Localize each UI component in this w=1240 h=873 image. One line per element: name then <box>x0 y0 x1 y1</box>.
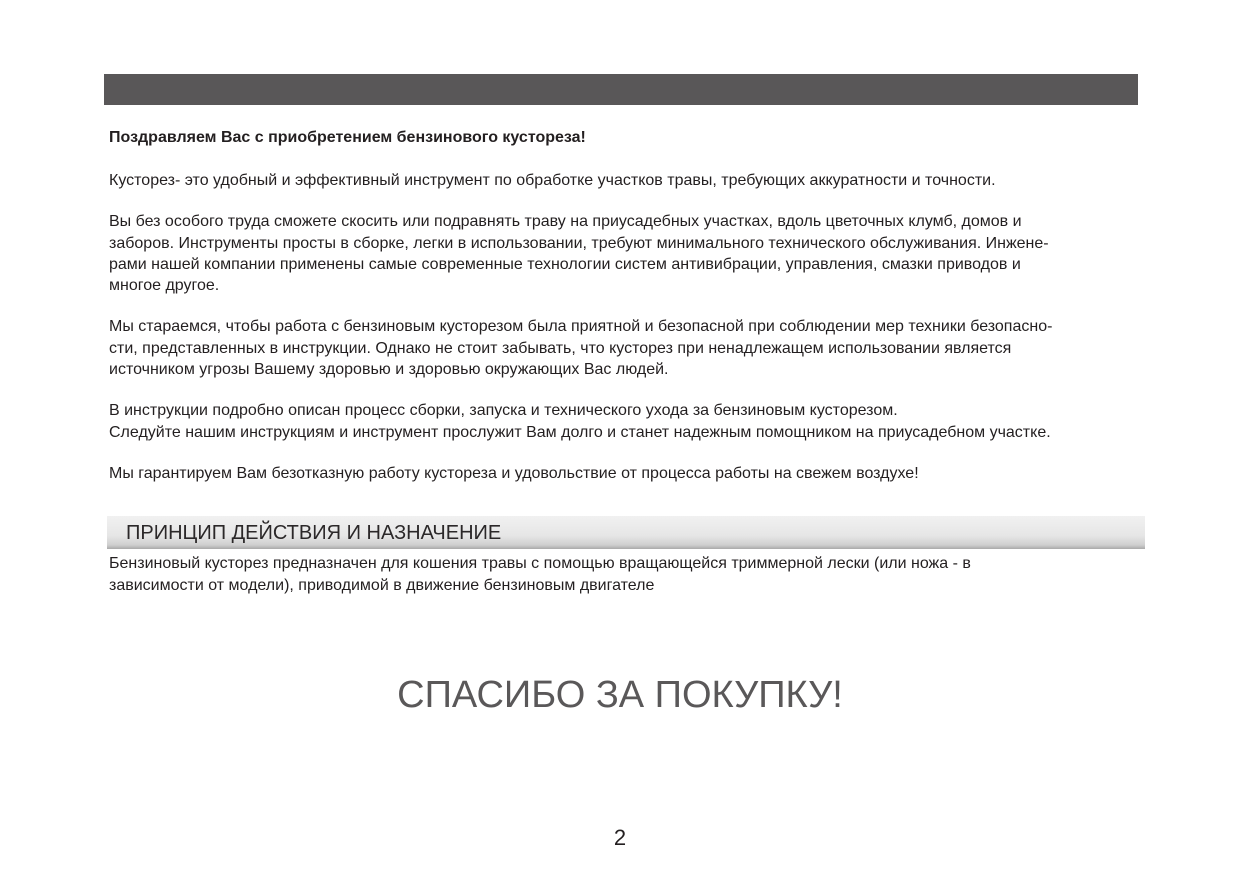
intro-section <box>109 127 1149 504</box>
page-number: 2 <box>613 825 627 850</box>
intro-paragraph <box>109 316 1149 380</box>
paragraph-line: сти, представленных в инструкции. Однако не стоит забывать, что кусторез при ненадлежащем использовании является <box>109 339 1012 357</box>
intro-paragraph <box>109 170 1149 191</box>
paragraph-line: Мы гарантируем Вам безотказную работу кустореза и удовольствие от процесса работы на свежем воздухе! <box>109 464 919 482</box>
paragraph-line: В инструкции подробно описан процесс сборки, запуска и технического ухода за бензиновым кусторезом. <box>109 402 898 420</box>
paragraph-line: многое другое. <box>109 277 220 295</box>
intro-paragraph <box>109 463 1149 484</box>
intro-paragraph <box>109 211 1149 296</box>
paragraph-line: источником угрозы Вашему здоровью и здоровью окружающих Вас людей. <box>109 361 669 379</box>
paragraph-line: заборов. Инструменты просты в сборке, легки в использовании, требуют минимального технического обслуживания. Инжене- <box>109 234 1049 252</box>
header-bar <box>104 74 1138 105</box>
paragraph-line: Вы без особого труда сможете скосить или подравнять траву на приусадебных участках, вдоль цветочных клумб, домов и <box>109 213 1022 231</box>
paragraph-line: Следуйте нашим инструкциям и инструмент прослужит Вам долго и станет надежным помощником на приусадебном участке. <box>109 423 1051 441</box>
thank-you-message: СПАСИБО ЗА ПОКУПКУ! <box>397 674 843 716</box>
intro-paragraph <box>109 400 1149 443</box>
intro-headline: Поздравляем Вас с приобретением бензинового кустореза! <box>109 129 586 146</box>
section-header <box>107 516 1145 549</box>
paragraph-line: Кусторез- это удобный и эффективный инструмент по обработке участков травы, требующих аккуратности и точности. <box>109 172 996 189</box>
section-body <box>109 553 1149 596</box>
section-title: ПРИНЦИП ДЕЙСТВИЯ И НАЗНАЧЕНИЕ <box>126 522 502 544</box>
section-body-line: зависимости от модели), приводимой в движение бензиновым двигателе <box>109 576 655 594</box>
paragraph-line: рами нашей компании применены самые современные технологии систем антивибрации, управления, смазки приводов и <box>109 255 1021 273</box>
paragraph-line: Мы стараемся, чтобы работа с бензиновым кусторезом была приятной и безопасной при соблюдении мер техники безопасно- <box>109 318 1053 336</box>
section-body-line: Бензиновый кусторез предназначен для кошения травы с помощью вращающейся триммерной лески (или ножа - в <box>109 555 971 572</box>
